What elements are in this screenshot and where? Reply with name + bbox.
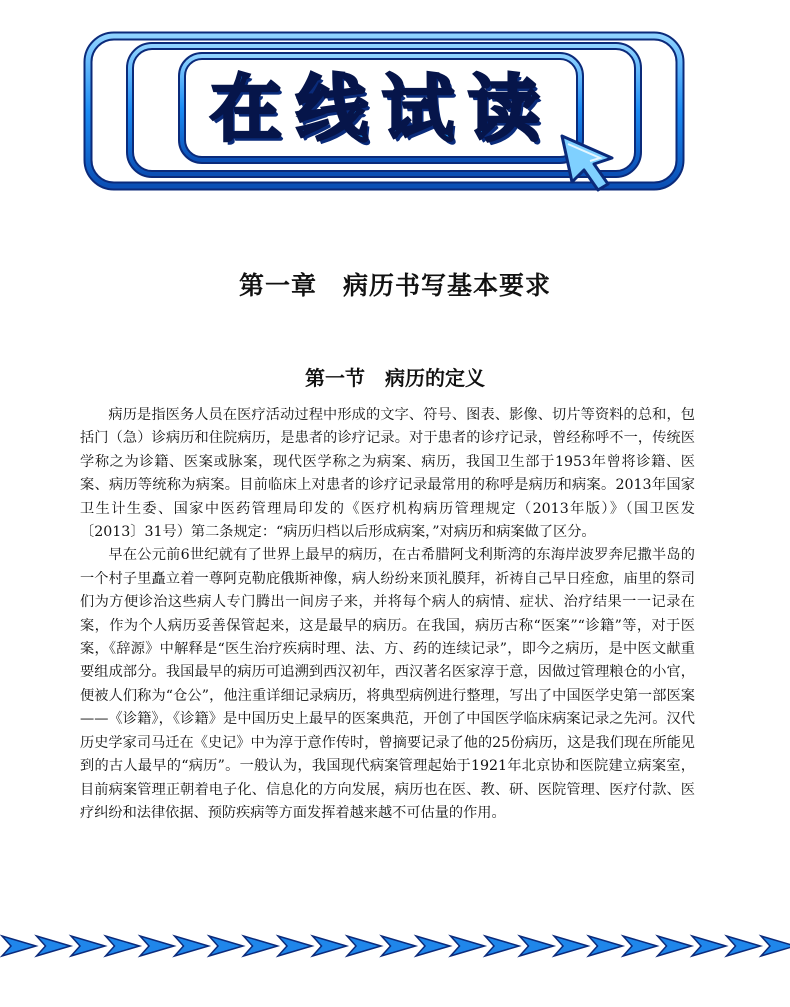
paragraph: 病历是指医务人员在医疗活动过程中形成的文字、符号、图表、影像、切片等资料的总和，包括门（急）诊病历和住院病历，是患者的诊疗记录。对于患者的诊疗记录，曾经称呼不一，传统医学称之为诊籍、医案或脉案，现代医学称之为病案、病历，我国卫生部于1953年曾将诊籍、医案、病历等统称为病案。目前临床上对患者的诊疗记录最常用的称呼是病历和病案。2013年国家卫生计生委、国家中医药管理局印发的《医疗机构病历管理规定（2013年版）》（国卫医发〔2013〕31号）第二条规定：“病历归档以后形成病案，”对病历和病案做了区分。 <box>80 407 695 541</box>
chevron-arrow-icon <box>451 936 485 956</box>
chevron-arrow-icon <box>382 936 416 956</box>
chevron-arrow-icon <box>106 936 140 956</box>
chevron-arrow-icon <box>554 936 588 956</box>
chevron-arrow-icon <box>278 936 312 956</box>
chevron-arrow-icon <box>209 936 243 956</box>
banner-title: 在线试读 <box>209 67 554 151</box>
chevron-arrow-icon <box>520 936 554 956</box>
body-text <box>80 404 695 825</box>
paragraph: 早在公元前6世纪就有了世界上最早的病历，在古希腊阿戈利斯湾的东海岸波罗奔尼撒半岛的一个村子里矗立着一尊阿克勒庇俄斯神像，病人纷纷来顶礼膜拜，祈祷自己早日痊愈，庙里的祭司们为方便诊治这些病人专门腾出一间房子来，并将每个病人的病情、症状、治疗结果一一记录在案，作为个人病历妥善保管起来，这是最早的病历。在我国，病历古称“医案”“诊籍”等，对于医案，《辞源》中解释是“医生治疗疾病时理、法、方、药的连续记录”，即今之病历，是中医文献重要组成部分。我国最早的病历可追溯到西汉初年，西汉著名医家淳于意，因做过管理粮仓的小官，便被人们称为“仓公”，他注重详细记录病历，将典型病例进行整理，写出了中国医学史第一部医案——《诊籍》，《诊籍》是中国历史上最早的医案典范，开创了中国医学临床病案记录之先河。汉代历史学家司马迁在《史记》中为淳于意作传时，曾摘要记录了他的25份病历，这是我们现在所能见到的古人最早的“病历”。一般认为，我国现代病案管理起始于1921年北京协和医院建立病案室，目前病案管理正朝着电子化、信息化的方向发展，病历也在医、教、研、医院管理、医疗付款、医疗纠纷和法律依据、预防疾病等方面发挥着越来越不可估量的作用。 <box>80 547 695 821</box>
chevron-arrow-icon <box>71 936 105 956</box>
chevron-arrow-icon <box>175 936 209 956</box>
section-title: 第一节 病历的定义 <box>305 366 485 390</box>
arrow-strip <box>0 932 790 960</box>
chapter-title: 第一章 病历书写基本要求 <box>238 271 551 300</box>
chevron-arrow-icon <box>140 936 174 956</box>
online-preview-banner <box>0 0 790 200</box>
chevron-arrow-icon <box>761 936 790 956</box>
chevron-arrow-icon <box>658 936 692 956</box>
chevron-arrow-icon <box>727 936 761 956</box>
chevron-arrow-icon <box>416 936 450 956</box>
chevron-arrow-icon <box>37 936 71 956</box>
chevron-arrow-icon <box>244 936 278 956</box>
chevron-arrow-icon <box>2 936 36 956</box>
chevron-arrow-icon <box>313 936 347 956</box>
chevron-arrow-icon <box>589 936 623 956</box>
chevron-arrow-icon <box>623 936 657 956</box>
chevron-arrow-icon <box>347 936 381 956</box>
chevron-arrow-icon <box>485 936 519 956</box>
chevron-arrow-icon <box>692 936 726 956</box>
